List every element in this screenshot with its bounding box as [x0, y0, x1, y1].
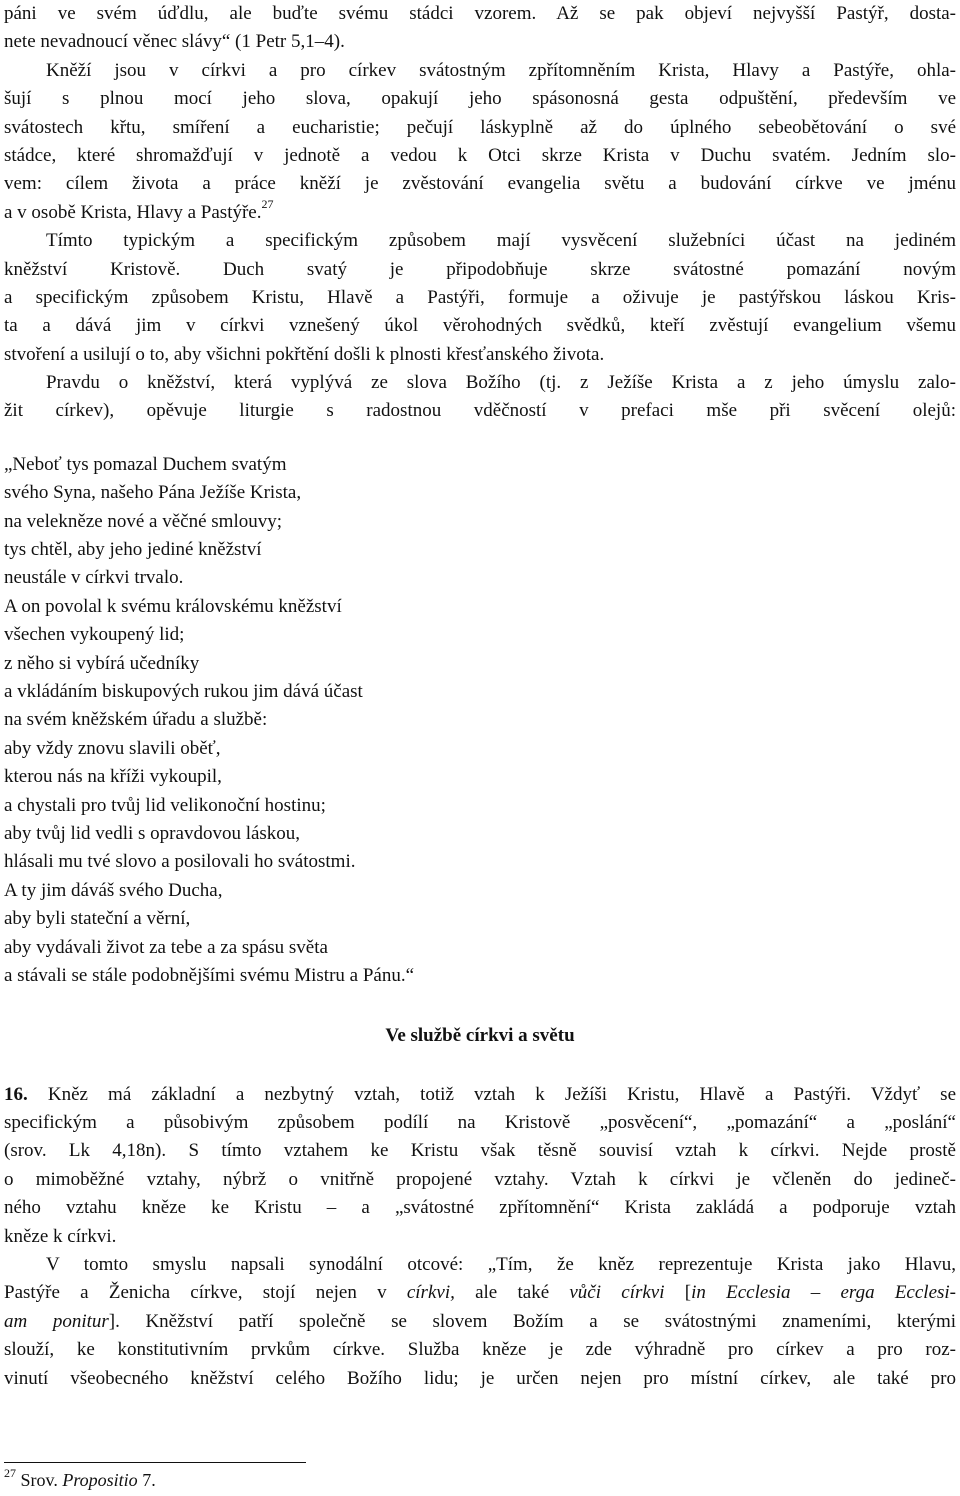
prayer-line: A on povolal k svému královskému kněžství [4, 595, 342, 617]
italic-span: in Ecclesia – erga Ecclesi- [691, 1282, 956, 1304]
paragraph-number: 16. [4, 1083, 28, 1105]
footnote-number: 27 [4, 1466, 16, 1480]
text-line: ta a dává jim v církvi vznešený úkol věrohodných svědků, kteří zvěstují evangelium všemu [4, 315, 956, 337]
text-line: V tomto smyslu napsali synodální otcové: „Tím, že kněz reprezentuje Krista jako Hlavu, [46, 1254, 956, 1276]
prayer-line: a chystali pro tvůj lid velikonoční hostinu; [4, 794, 326, 816]
text-line: o mimoběžné vztahy, nýbrž o vnitřně propojené vztahy. Vztah k církvi je včleněn do jedineč- [4, 1168, 956, 1190]
text-line: specifickým a působivým způsobem podílí na Kristově „posvěcení“, „pomazání“ a „poslání“ [4, 1112, 956, 1134]
text-line: svátostech křtu, smíření a eucharistie; pečují láskyplně až do úplného sebeobětování o své [4, 116, 956, 138]
text-line: Kněží jsou v církvi a pro církev svátostným zpřítomněním Krista, Hlavy a Pastýře, ohla- [46, 59, 956, 81]
footnote-divider [4, 1462, 306, 1463]
text-span: Kněz má základní a nezbytný vztah, totiž vztah k Ježíši Kristu, Hlavě a Pastýři. Vždyť se [47, 1083, 956, 1105]
prayer-line: aby tvůj lid vedli s opravdovou láskou, [4, 822, 301, 844]
text-line: vinutí všeobecného kněžství celého Božího lidu; je určen nejen pro místní církev, ale také pro [4, 1367, 956, 1389]
text-line: kněžství Kristově. Duch svatý je připodobňuje skrze svátostné pomazání novým [4, 258, 956, 280]
prayer-line: a vkládáním biskupových rukou jim dává účast [4, 680, 363, 702]
document-page [4, 0, 956, 1393]
prayer-line: hlásali mu tvé slovo a posilovali ho svátostmi. [4, 851, 356, 873]
text-line: a specifickým způsobem Kristu, Hlavě a Pastýři, formuje a oživuje je pastýřskou láskou Kris- [4, 286, 956, 308]
text-span: a v osobě Krista, Hlavy a Pastýře. [4, 201, 262, 223]
text-line: kněze k církvi. [4, 1225, 117, 1247]
prayer-line: aby byli stateční a věrní, [4, 908, 191, 930]
footnote [4, 1467, 156, 1493]
prayer-line: A ty jim dáváš svého Ducha, [4, 879, 223, 901]
text-line: (srov. Lk 4,18n). S tímto vztahem ke Kristu však těsně souvisí vztah k církvi. Nejde prostě [4, 1140, 956, 1162]
prayer-line: na svém kněžském úřadu a službě: [4, 709, 268, 731]
italic-span: církvi, [406, 1282, 455, 1304]
text-line: Tímto typickým a specifickým způsobem mají vysvěcení služebníci účast na jediném [46, 230, 956, 252]
text-span: [ [664, 1282, 692, 1304]
text-line: slouží, ke konstitutivním prvkům církve. Služba kněze je zde výhradně pro církev a pro roz- [4, 1339, 956, 1361]
prayer-line: „Neboť tys pomazal Duchem svatým [4, 453, 287, 475]
text-line [4, 1279, 956, 1307]
prayer-line: tys chtěl, aby jeho jediné kněžství [4, 539, 262, 561]
prayer-line: kterou nás na kříži vykoupil, [4, 766, 222, 788]
text-line: páni ve svém úďdlu, ale buďte svému stádci vzorem. Až se pak objeví nejvyšší Pastýř, dosta- [4, 3, 956, 24]
prayer-line: na velekněze nové a věčné smlouvy; [4, 510, 283, 532]
prayer-line: z něho si vybírá učedníky [4, 652, 200, 674]
text-line: nete nevadnoucí věnec slávy“ (1 Petr 5,1–4). [4, 31, 345, 53]
text-line: stvoření a usilují o to, aby všichni pokřtění došli k plnosti křesťanského života. [4, 343, 605, 365]
prayer-line: neustále v církvi trvalo. [4, 567, 184, 589]
text-line [4, 1081, 956, 1109]
footnote-text: 7. [137, 1470, 156, 1490]
text-line: vem: cílem života a práce kněží je zvěstování evangelia světu a budování církve ve jménu [4, 173, 956, 195]
footnote-text: Srov. [16, 1470, 63, 1490]
text-span: ]. Kněžství patří společně se slovem Božím a se svátostnými znameními, kterými [108, 1310, 956, 1332]
text-line: ného vztahu kněze ke Kristu – a „svátostné zpřítomnění“ Krista zakládá a podporuje vztah [4, 1197, 956, 1219]
italic-span: vůči církvi [569, 1282, 665, 1304]
prayer-line: aby vždy znovu slavili oběť, [4, 737, 221, 759]
text-line: šují s plnou mocí jeho slova, opakují jeho spásonosná gesta odpuštění, především ve [4, 88, 956, 110]
text-span: ale také [454, 1282, 570, 1304]
text-span: Pastýře a Ženicha církve, stojí nejen v [4, 1282, 407, 1304]
text-line [4, 1308, 956, 1336]
text-line: Pravdu o kněžství, která vyplývá ze slova Božího (tj. z Ježíše Krista a z jeho úmyslu zalo- [46, 372, 956, 394]
text-line: stádce, které shromažďují v jednotě a vedou k Otci skrze Krista v Duchu svatém. Jedním slo- [4, 144, 956, 166]
section-heading: Ve službě církvi a světu [385, 1025, 575, 1047]
prayer-line: svého Syna, našeho Pána Ježíše Krista, [4, 482, 302, 504]
footnote-reference[interactable]: 27 [261, 198, 274, 212]
text-line [4, 199, 956, 227]
prayer-quote [4, 451, 956, 990]
italic-span: am ponitur [4, 1310, 109, 1332]
prayer-line: aby vydávali život za tebe a za spásu světa [4, 936, 328, 958]
prayer-line: a stávali se stále podobnějšími svému Mistru a Pánu.“ [4, 964, 415, 986]
text-line: žit církev), opěvuje liturgie s radostnou vděčností v prefaci mše při svěcení olejů: [4, 400, 956, 422]
prayer-line: všechen vykoupený lid; [4, 624, 185, 646]
footnote-italic: Propositio [62, 1470, 138, 1490]
